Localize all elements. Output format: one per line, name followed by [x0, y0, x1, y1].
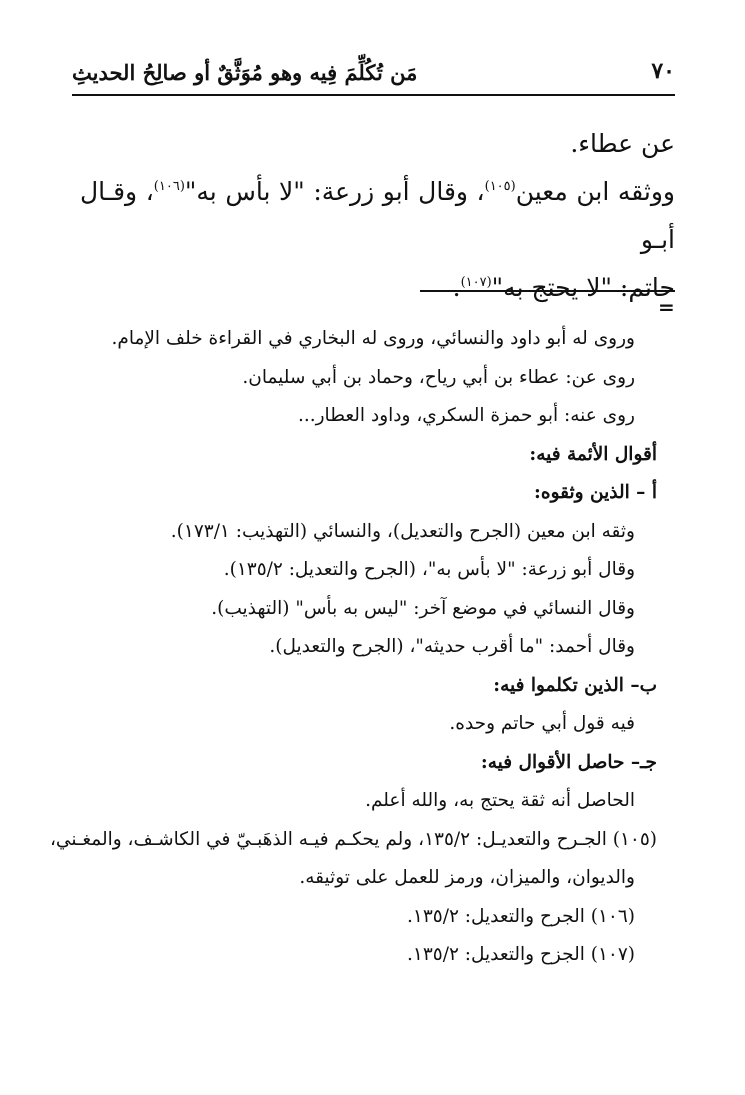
section-heading: أ – الذين وثقوه:: [534, 482, 657, 503]
continuation-mark: =: [658, 295, 675, 319]
footnote-ref-107[interactable]: (١٠٧): [460, 275, 492, 290]
note-line: روى عنه: أبو حمزة السكري، وداود العطار...: [297, 405, 635, 426]
section-heading: ب– الذين تكلموا فيه:: [493, 674, 657, 696]
page-header: [72, 52, 675, 92]
footnote-ref-106[interactable]: (١٠٦): [153, 179, 185, 194]
section-heading: جـ– حاصل الأقوال فيه:: [480, 751, 657, 773]
footnote-105-continued: والديوان، والميزان، ورمز للعمل على توثيقه.: [299, 867, 635, 888]
main-line-3: حاتم: "لا يحتج به"$^{(١٠٧)}$.: [452, 273, 675, 302]
note-line: وروى له أبو داود والنسائي، وروى له البخاري في القراءة خلف الإمام.: [111, 328, 635, 349]
footnote-105: (١٠٥) الجـرح والتعديـل: ١٣٥/٢، ولم يحكـم فيـه الذهَبـيّ في الكاشـف، والمغـني،: [49, 828, 657, 850]
note-line: وقال أبو زرعة: "لا بأس به"، (الجرح والتعديل: ١٣٥/٢).: [223, 559, 635, 580]
footnote-ref-105[interactable]: (١٠٥): [484, 179, 516, 194]
running-title: مَن تُكُلِّمَ فِيه وهو مُوَثَّقٌ أو صالِحُ الحديثِ: [72, 60, 418, 85]
footnote-rule: [420, 290, 675, 292]
header-rule: [72, 94, 675, 96]
page-number: ٧٠: [651, 58, 675, 84]
footnotes: [49, 320, 657, 975]
footnote-107: (١٠٧) الجزح والتعديل: ١٣٥/٢.: [407, 944, 635, 965]
note-line: فيه قول أبي حاتم وحده.: [449, 713, 635, 734]
main-line-2: ووثقه ابن معين$^{(١٠٥)}$، وقال أبو زرعة: "لا بأس به"$^{(١٠٦)}$، وقـال أبـو: [80, 177, 675, 254]
section-heading: أقوال الأئمة فيه:: [529, 443, 657, 465]
note-line: روى عن: عطاء بن أبي رياح، وحماد بن أبي سليمان.: [242, 366, 635, 388]
note-line: وقال أحمد: "ما أقرب حديثه"، (الجرح والتعديل).: [269, 636, 635, 657]
footnote-106: (١٠٦) الجرح والتعديل: ١٣٥/٢.: [407, 905, 635, 927]
note-line: وقال النسائي في موضع آخر: "ليس به بأس" (التهذيب).: [211, 597, 635, 619]
note-line: الحاصل أنه ثقة يحتج به، والله أعلم.: [365, 790, 635, 811]
main-text: [80, 120, 675, 319]
main-line-1: عن عطاء.: [570, 129, 675, 158]
note-line: وثقه ابن معين (الجرح والتعديل)، والنسائي (التهذيب: ١٧٣/١).: [170, 520, 635, 542]
